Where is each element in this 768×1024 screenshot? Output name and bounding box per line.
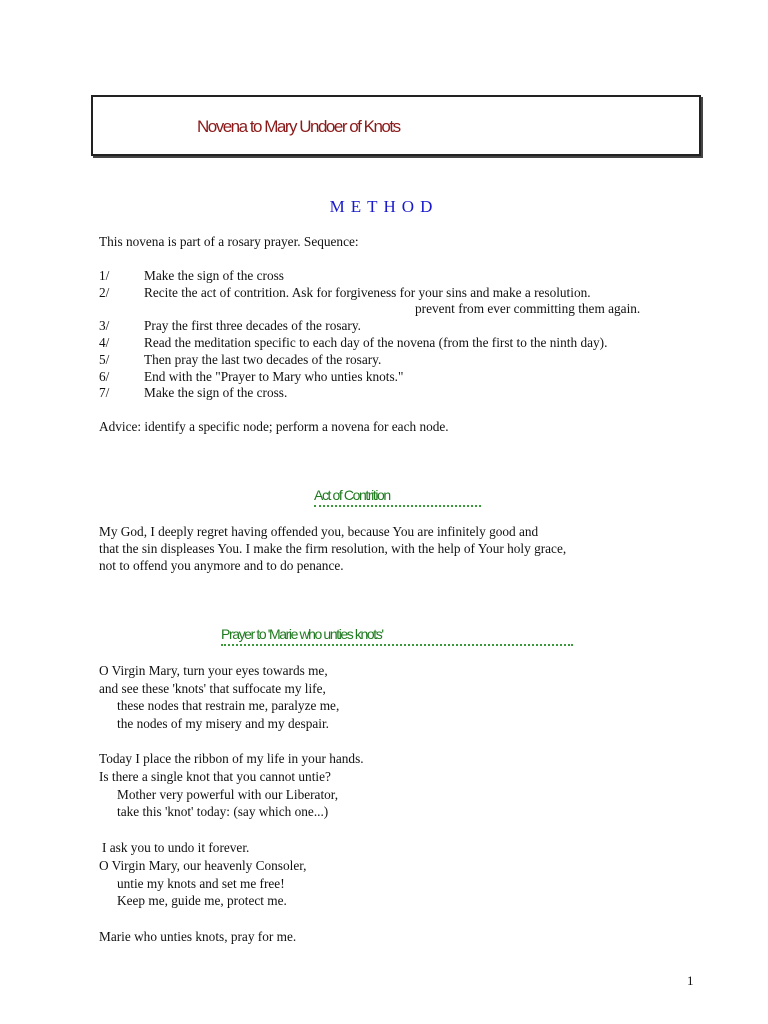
step-number: 5/ (99, 352, 110, 367)
step-number: 6/ (99, 369, 110, 384)
step-text: Recite the act of contrition. Ask for forgiveness for your sins and make a resolution. (144, 285, 591, 300)
prayer-line: I ask you to undo it forever. (102, 840, 250, 855)
step-number: 7/ (99, 385, 110, 400)
contrition-line: My God, I deeply regret having offended you, because You are infinitely good and (99, 524, 539, 539)
prayer-line: Today I place the ribbon of my life in your hands. (99, 751, 364, 766)
step-text-continuation: prevent from ever committing them again. (415, 301, 641, 316)
step-number: 1/ (99, 268, 110, 283)
step-number: 4/ (99, 335, 110, 350)
step-text: Then pray the last two decades of the rosary. (144, 352, 382, 367)
contrition-line: that the sin displeases You. I make the firm resolution, with the help of Your holy grace, (99, 541, 567, 556)
prayer-line: these nodes that restrain me, paralyze me, (117, 698, 340, 713)
page-number: 1 (687, 973, 694, 988)
step-text: Make the sign of the cross. (144, 385, 288, 400)
step-text: Make the sign of the cross (144, 268, 284, 283)
step-text: End with the "Prayer to Mary who unties knots." (144, 369, 404, 384)
step-text: Read the meditation specific to each day of the novena (from the first to the ninth day). (144, 335, 608, 350)
contrition-line: not to offend you anymore and to do penance. (99, 558, 344, 573)
prayer-line: O Virgin Mary, our heavenly Consoler, (99, 858, 307, 873)
prayer-line: Marie who unties knots, pray for me. (99, 929, 297, 944)
title-box (91, 95, 701, 156)
prayer-heading: Prayer to 'Marie who unties knots' (221, 626, 383, 642)
prayer-line: Keep me, guide me, protect me. (117, 893, 287, 908)
step-number: 2/ (99, 285, 110, 300)
prayer-line: untie my knots and set me free! (117, 876, 285, 891)
prayer-line: Mother very powerful with our Liberator, (117, 787, 339, 802)
prayer-line: Is there a single knot that you cannot untie? (99, 769, 331, 784)
advice-text: Advice: identify a specific node; perform a novena for each node. (99, 419, 449, 434)
intro-text: This novena is part of a rosary prayer. Sequence: (99, 234, 359, 249)
step-text: Pray the first three decades of the rosary. (144, 318, 361, 333)
prayer-line: O Virgin Mary, turn your eyes towards me, (99, 663, 328, 678)
prayer-line: and see these 'knots' that suffocate my life, (99, 681, 326, 696)
prayer-line: take this 'knot' today: (say which one...) (117, 804, 329, 819)
prayer-line: the nodes of my misery and my despair. (117, 716, 329, 731)
document-title: Novena to Mary Undoer of Knots (197, 117, 400, 136)
method-heading: METHOD (329, 197, 439, 216)
heading-underline (314, 505, 481, 507)
heading-underline (221, 644, 573, 646)
step-number: 3/ (99, 318, 110, 333)
contrition-heading: Act of Contrition (314, 487, 390, 503)
